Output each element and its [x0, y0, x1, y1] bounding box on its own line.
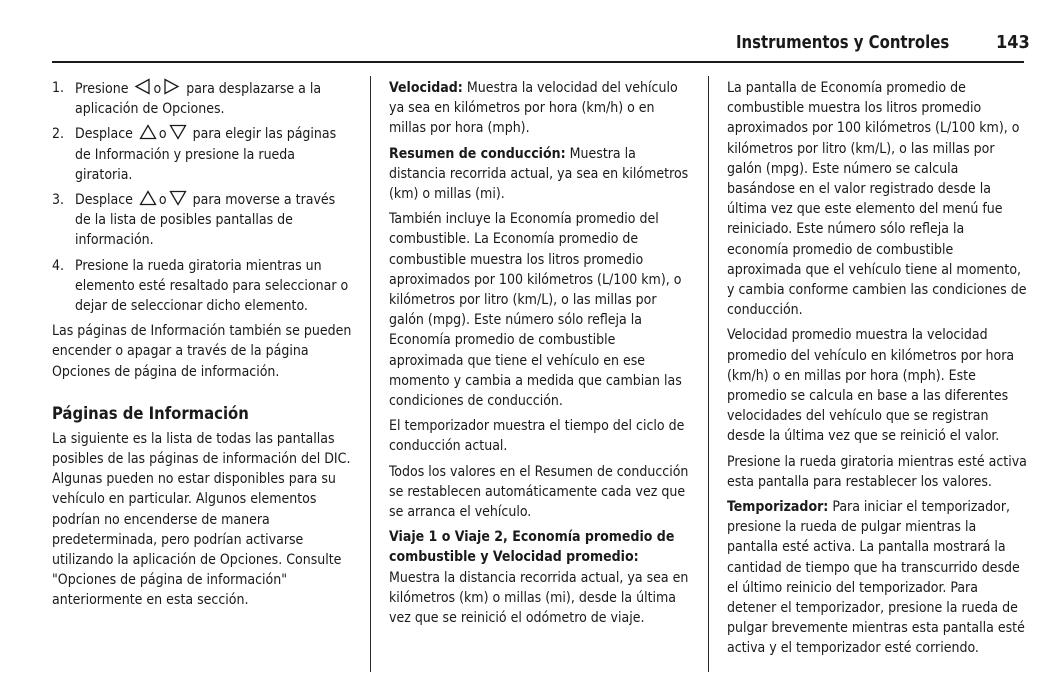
term-label: Temporizador: [727, 499, 829, 516]
triangle-up-icon [139, 124, 157, 140]
paragraph-timer-function [727, 497, 1027, 659]
column-2 [389, 78, 689, 633]
column-divider-2 [708, 76, 709, 672]
step-number: 1. [52, 80, 65, 96]
column-1 [52, 78, 352, 616]
step-text-mid: o [153, 81, 162, 97]
header-rule [52, 61, 1024, 63]
paragraph-reset-values: Presione la rueda giratoria mientras esté activa esta pantalla para restablecer los valores. [727, 453, 1027, 490]
triangle-down-icon [169, 124, 187, 140]
triangle-down-icon [169, 190, 187, 206]
paragraph-trip-summary [389, 144, 689, 205]
step-4 [52, 256, 352, 317]
column-3 [727, 78, 1027, 664]
step-text: Presione la rueda giratoria mientras un elemento esté resaltado para seleccionar o dejar de seleccionar dicho elemento. [75, 257, 349, 315]
term-text: Para iniciar el temporizador, presione la rueda de pulgar mientras la pantalla esté activa. La pantalla mostrará la cantidad de tiempo que ha transcurrido desde el último reinicio del temporizador. Para detener el temporizador, presione la rueda de pulgar brevemente mientras esta pantalla esté activa y el temporizador esté corriendo. [727, 499, 1025, 657]
page-number: 143 [996, 32, 1030, 53]
step-text-mid: o [158, 192, 167, 209]
step-number: 4. [52, 257, 65, 274]
step-text-post: para desplazarse a la aplicación de Opciones. [75, 81, 322, 118]
step-text-pre: Presione [75, 81, 129, 97]
step-text-post: para moverse a través de la lista de posibles pantallas de información. [75, 192, 336, 249]
paragraph-avg-fuel-economy: La pantalla de Economía promedio de combustible muestra los litros promedio aproximados por 100 kilómetros (L/100 km), o kilómetros por litro (km/L), o las millas por galón (mpg). Este número se calcula basándose en el valor registrado desde la última vez que este elemento del menú fue reiniciado. Este número sólo refleja la economía promedio de combustible aproximada que el vehículo tiene al momento, y cambia conforme cambien las condiciones de conducción. [727, 80, 1027, 319]
term-text: Muestra la distancia recorrida actual, ya sea en kilómetros (km) o millas (mi), desde la última vez que se reinició el odómetro de viaje. [389, 569, 689, 627]
term-label: Resumen de conducción: [389, 145, 566, 162]
paragraph-speed [389, 78, 689, 139]
triangle-up-icon [139, 190, 157, 206]
paragraph-reset: Todos los valores en el Resumen de conducción se restablecen automáticamente cada vez que se arranca el vehículo. [389, 463, 689, 521]
paragraph-avg-speed: Velocidad promedio muestra la velocidad promedio del vehículo en kilómetros por hora (km/h) o en millas por hora (mph). Este promedio se calcula en base a las diferentes velocidades del vehículo que se registran desde la última vez que se reinició el valor. [727, 327, 1015, 445]
step-text-mid: o [158, 126, 167, 143]
column-divider-1 [370, 76, 371, 672]
paragraph-timer: El temporizador muestra el tiempo del ciclo de conducción actual. [389, 418, 685, 455]
steps-list [52, 78, 352, 316]
paragraph-info-pages-list: La siguiente es la lista de todas las pantallas posibles de las páginas de información del DIC. Algunas pueden no estar disponibles para su vehículo en particular. Algunos elementos podrían no encenderse de manera predeterminada, pero podrían activarse utilizando la aplicación de Opciones. Consulte "Opciones de página de información" anteriormente en esta sección. [52, 430, 351, 609]
term-text: Muestra la velocidad del vehículo ya sea en kilómetros por hora (km/h) o en millas por hora (mph). [389, 80, 678, 137]
term-label: Viaje 1 o Viaje 2, Economía promedio de combustible y Velocidad promedio: [389, 529, 675, 566]
paragraph-toggle-pages: Las páginas de Información también se pueden encender o apagar a través de la página Opciones de página de información. [52, 323, 352, 380]
step-3 [52, 190, 352, 251]
step-text-pre: Desplace [75, 192, 133, 209]
term-label: Velocidad: [389, 80, 463, 96]
term-text: Muestra la distancia recorrida actual, ya sea en kilómetros (km) o millas (mi). [389, 145, 689, 203]
paragraph-fuel-economy: También incluye la Economía promedio del combustible. La Economía promedio de combustible muestra los litros promedio aproximados por 100 kilómetros (L/100 km), o kilómetros por litro (km/L), o las millas por galón (mpg). Este número sólo refleja la Economía promedio de combustible aproximada que tiene el vehículo en ese momento y cambia a medida que cambian las condiciones de conducción. [389, 211, 682, 410]
paragraph-trip-1-2 [389, 527, 689, 628]
step-1 [52, 78, 352, 119]
step-number: 3. [52, 192, 65, 209]
step-number: 2. [52, 126, 65, 143]
triangle-right-icon [163, 78, 180, 95]
step-2 [52, 124, 352, 185]
subheading-info-pages: Páginas de Información [52, 403, 249, 423]
step-text-pre: Desplace [75, 126, 133, 143]
triangle-left-icon [134, 78, 151, 95]
section-title: Instrumentos y Controles [736, 32, 950, 53]
step-text-post: para elegir las páginas de Información y presione la rueda giratoria. [75, 126, 337, 183]
